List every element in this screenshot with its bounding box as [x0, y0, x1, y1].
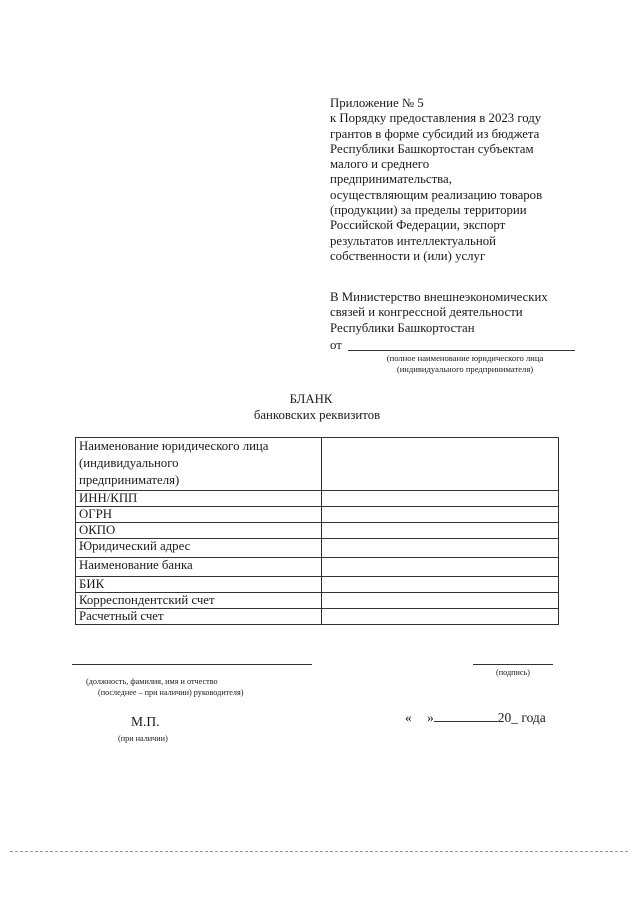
- table-row: [76, 609, 559, 625]
- appendix-line: собственности и (или) услуг: [330, 248, 486, 263]
- row-value-ogrn[interactable]: [322, 507, 559, 523]
- signature-hint: (подпись): [496, 668, 530, 677]
- table-row: [76, 593, 559, 609]
- row-value-legal-address[interactable]: [322, 539, 559, 558]
- table-row: [76, 558, 559, 577]
- row-value-bik[interactable]: [322, 577, 559, 593]
- row-value-corr-account[interactable]: [322, 593, 559, 609]
- appendix-line: к Порядку предоставления в 2023 году: [330, 111, 542, 126]
- form-title-sub: банковских реквизитов: [253, 407, 381, 422]
- row-value-inn-kpp[interactable]: [322, 491, 559, 507]
- row-label-legal-address: Юридический адрес: [76, 539, 322, 558]
- row-value-bank-name[interactable]: [322, 558, 559, 577]
- appendix-line: Республики Башкортостан субъектам: [330, 141, 534, 156]
- row-label-bank-name: Наименование банка: [76, 558, 322, 577]
- label-line: Наименование юридического лица: [79, 439, 269, 453]
- row-label-bik: БИК: [76, 577, 322, 593]
- date-close-quote: »: [427, 710, 434, 725]
- signature-line[interactable]: [473, 664, 553, 665]
- appendix-line: (продукции) за пределы территории: [330, 203, 527, 218]
- addressee-line: связей и конгрессной деятельности: [330, 305, 523, 320]
- appendix-line: осуществляющим реализацию товаров: [330, 187, 543, 202]
- from-fill-line[interactable]: [348, 350, 575, 351]
- bank-requisites-table: [75, 437, 559, 625]
- row-value-current-account[interactable]: [322, 609, 559, 625]
- addressee-block: [330, 290, 630, 336]
- manager-name-line[interactable]: [72, 664, 312, 665]
- manager-hint-line: (должность, фамилия, имя и отчество: [86, 677, 218, 686]
- from-hint-line: (полное наименование юридического лица: [386, 353, 544, 363]
- addressee-line: В Министерство внешнеэкономических: [330, 290, 548, 304]
- manager-hint-line: (последнее – при наличии) руководителя): [98, 687, 244, 697]
- stamp-hint: (при наличии): [118, 734, 168, 743]
- form-title-main: БЛАНК: [289, 392, 333, 406]
- addressee-line: Республики Башкортостан: [330, 320, 475, 335]
- from-hint-line: (индивидуального предпринимателя): [396, 364, 534, 374]
- date-open-quote: «: [405, 710, 412, 725]
- from-field-hint: [345, 353, 585, 375]
- from-field: [330, 338, 575, 354]
- table-row: [76, 491, 559, 507]
- appendix-header: [330, 96, 630, 264]
- appendix-line: малого и среднего: [330, 157, 430, 172]
- row-label-corr-account: Корреспондентский счет: [76, 593, 322, 609]
- row-label-okpo: ОКПО: [76, 523, 322, 539]
- page-bottom-divider: [10, 851, 628, 852]
- appendix-line: предпринимательства,: [330, 172, 452, 187]
- from-label: от: [330, 338, 342, 352]
- form-title: [0, 392, 640, 423]
- row-label-ogrn: ОГРН: [76, 507, 322, 523]
- date-year-prefix: 20: [497, 710, 512, 725]
- manager-name-hint: [72, 677, 312, 698]
- date-year-suffix: _ года: [511, 710, 546, 725]
- appendix-line: грантов в форме субсидий из бюджета: [330, 126, 540, 141]
- table-row: [76, 507, 559, 523]
- row-label-inn-kpp: ИНН/КПП: [76, 491, 322, 507]
- table-row: [76, 523, 559, 539]
- appendix-line: Приложение № 5: [330, 96, 424, 110]
- date-day-month-line[interactable]: [434, 711, 498, 722]
- table-row: [76, 438, 559, 491]
- label-line: (индивидуального: [79, 456, 179, 470]
- row-label-current-account: Расчетный счет: [76, 609, 322, 625]
- table-row: [76, 539, 559, 558]
- date-field: [405, 710, 546, 726]
- row-label-legal-name: [76, 438, 322, 491]
- stamp-label: М.П.: [131, 714, 160, 729]
- row-value-legal-name[interactable]: [322, 438, 559, 491]
- appendix-line: результатов интеллектуальной: [330, 233, 496, 248]
- table-row: [76, 577, 559, 593]
- row-value-okpo[interactable]: [322, 523, 559, 539]
- appendix-line: Российской Федерации, экспорт: [330, 218, 506, 233]
- label-line: предпринимателя): [79, 473, 180, 487]
